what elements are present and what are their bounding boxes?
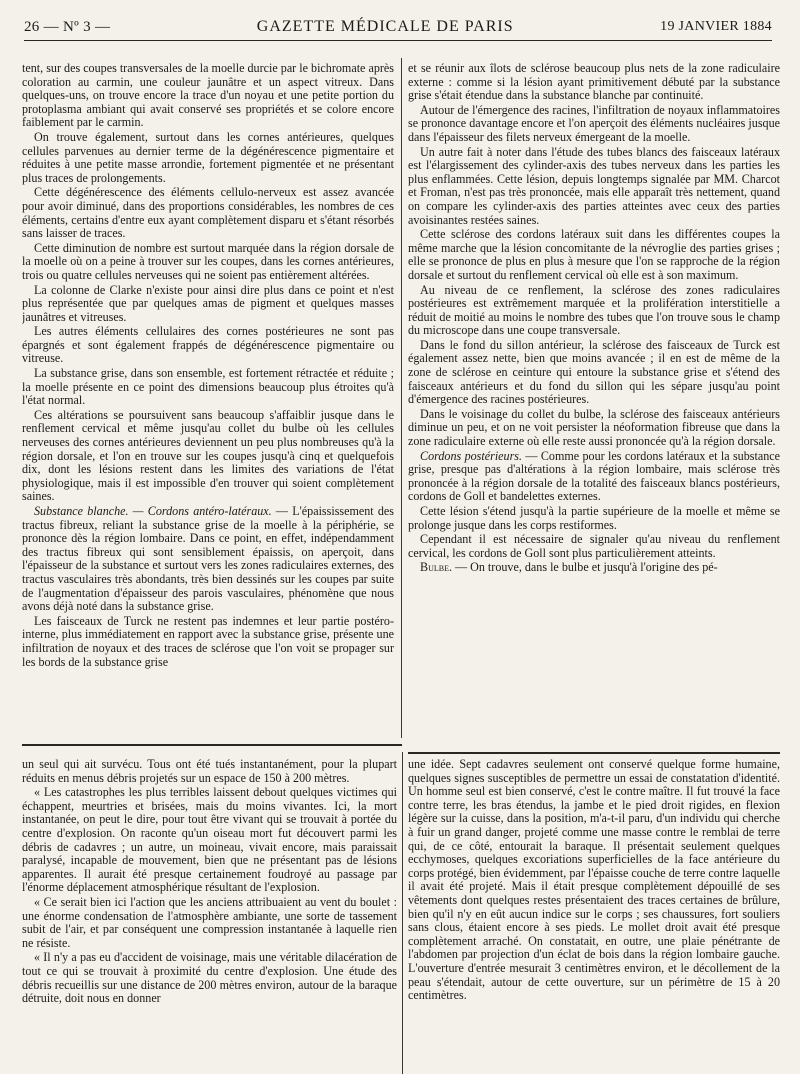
paragraph: La substance grise, dans son ensemble, est fortement rétractée et réduite ; la moelle présente en ce point des dimensions beaucoup plus étroites qu'à l'état normal. <box>22 366 394 408</box>
paragraph: Au niveau de ce renflement, la sclérose des zones radiculaires postérieures est extrêmement marquée et la prolifération interstitielle a réduit de moitié au moins le nombre des tubes que l'on trouve sous le champ du microscope dans une coupe transversale. <box>408 282 780 338</box>
paragraph: un seul qui ait survécu. Tous ont été tués instantanément, pour la plupart réduits en menus débris projetés sur un espace de 150 à 200 mètres. <box>22 758 397 785</box>
page-header <box>24 14 772 41</box>
paragraph: « Ce serait bien ici l'action que les anciens attribuaient au vent du boulet : une énorme condensation de l'atmosphère ambiante, une sorte de tassement subit de l'air, et par conséquent une compression instantanée à laquelle rien ne résiste. <box>22 894 397 950</box>
paragraph: Cette lésion s'étend jusqu'à la partie supérieure de la moelle et même se prolonge jusque dans les corps restiformes. <box>408 504 780 532</box>
feuilleton-column-left <box>22 758 397 1074</box>
feuilleton-column-right <box>408 758 780 1074</box>
article-column-top-right <box>408 62 780 752</box>
section-heading: Substance blanche. — Cordons antéro-latéraux. <box>34 504 272 518</box>
paragraph: La colonne de Clarke n'existe pour ainsi dire plus dans ce point et n'est plus représentée que par quelques amas de pigment et quelques masses jaunâtres et vitreuses. <box>22 282 394 324</box>
section-heading: Cordons postérieurs. <box>420 448 523 463</box>
paragraph: une idée. Sept cadavres seulement ont conservé quelque forme humaine, quelques signes susceptibles de permettre un essai de constatation d'identité. Un homme seul est bien conservé, c'est le contre maître. Il fut trouvé la face contre terre, les bras étendus, la jambe et le pied droit rigides, en flexion légère sur la cuisse, dans la position, m'a-t-il paru, d'un individu qui cherche à fuir un grand danger, projeté comme une masse contre le remblai de terre qui, de ce côté, entourait la baraque. Il présentait seulement quelques ecchymoses, quelques excoriations superficielles de la face antérieure du corps protégé, bien évidemment, par l'épaisse couche de terre contre laquelle il avait été projeté. Mais il était presque complètement dépouillé de ses vêtements dont quelques restes présentaient des traces certaines de brûlure, bien qu'il n'y en eût aucun indice sur le corps ; ses chaussures, fort souliers sans clous, étaient encore à ses pieds. Le mollet droit avait été presque complètement arraché. On constatait, en outre, une plaie pénétrante de l'abdomen par projection d'un éclat de bois dans la région lombaire gauche. L'ouverture d'entrée mesurait 3 centimètres environ, et le décollement de la peau s'étendait, autour de cette ouverture, sur un périmètre de 15 à 20 centimètres. <box>408 758 780 1003</box>
paragraph: Cette diminution de nombre est surtout marquée dans la région dorsale de la moelle où on a peine à trouver sur les coupes, dans les cornes antérieures, trois ou quatre cellules nerveuses qui ne soient pas entièrement altérées. <box>22 240 394 282</box>
paragraph-text: — Comme pour les cordons latéraux et la substance grise, presque pas d'altérations à la région lombaire, mais sclérose très prononcée à la région dorsale de la totalité des faisceaux blancs postérieurs, cordons de Goll et bandelettes externes. <box>408 448 780 504</box>
paragraph: tent, sur des coupes transversales de la moelle durcie par le bichromate après coloration au carmin, une couleur jaunâtre et un aspect vitreux. Dans quelques-uns, on trouve encore la trace d'un noyau et une petite portion du protoplasma ambiant qui avait conservé ses propriétés et se colore encore faiblement par le carmin. <box>22 62 394 130</box>
paragraph-section <box>408 450 780 504</box>
paragraph: Autour de l'émergence des racines, l'infiltration de noyaux inflammatoires se prononce davantage encore et l'on aperçoit des éléments nucléaires jusque dans l'épaisseur des filets nerveux émergeant de la moelle. <box>408 102 780 144</box>
paragraph: Les autres éléments cellulaires des cornes postérieures ne sont pas épargnés et sont également frappés de dégénérescence pigmentaire ou vitreuse. <box>22 324 394 366</box>
paragraph: Les faisceaux de Turck ne restent pas indemnes et leur partie postéro-interne, plus immédiatement en rapport avec la substance grise, présente une infiltration de noyaux et des traces de sclérose que l'on voit se propager sur les bords de la substance grise <box>22 613 394 669</box>
paragraph: Ces altérations se poursuivent sans beaucoup s'affaiblir jusque dans le renflement cervical et même jusqu'au collet du bulbe où les cellules nerveuses des cornes antérieures deviennent un peu plus nombreuses qu'à la région dorsale, et l'on en trouve sur les coupes jusqu'à cinq et quelquefois dix, dont les lésions restent dans les limites des variations de l'état physiologique, mais il est impossible d'en trouver qui soient complètement saines. <box>22 407 394 504</box>
journal-title: GAZETTE MÉDICALE DE PARIS <box>256 18 514 35</box>
paragraph-section <box>408 561 780 575</box>
paragraph: Cette dégénérescence des éléments cellulo-nerveux est assez avancée pour avoir diminué, dans des proportions considérables, les nombres de ces éléments, certains d'entre eux ayant complètement disparu et s'étant résorbés sans laisser de traces. <box>22 185 394 241</box>
paragraph: Cependant il est nécessaire de signaler qu'au niveau du renflement cervical, les cordons de Goll sont plus particulièrement atteints. <box>408 532 780 560</box>
column-divider <box>402 752 403 1074</box>
paragraph: Dans le voisinage du collet du bulbe, la sclérose des faisceaux antérieurs diminue un peu, et on ne voit persister la néoformation fibreuse que dans la zone radiculaire externe où elle reste aussi prononcée qu'à la région dorsale. <box>408 406 780 449</box>
paragraph: « Les catastrophes les plus terribles laissent debout quelques victimes qui échappent, meurtries et brisées, mais du moins vivantes. Ici, la mort instantanée, on peut le dire, pour tout être vivant qui se trouvait à portée du centre d'explosion. On raconte qu'un oiseau mort fut découvert parmi les débris de cadavres ; un autre, un moineau, vivait encore, mais paraissait paralysé, incapable de mouvement, bien que ne présentant pas de lésions apparentes. Il aurait été presque certainement foudroyé au passage par l'énorme déplacement atmosphérique résultant de l'explosion. <box>22 785 397 895</box>
paragraph: Dans le fond du sillon antérieur, la sclérose des faisceaux de Turck est également assez nette, bien que moins avancée ; il en est de même de la zone de sclérose en ceinture qui entoure la substance grise et s'étend des faisceaux antérieurs et du fond du sillon qui les sépare jusqu'au point d'émergence des racines postérieures. <box>408 337 780 407</box>
paragraph-text: — L'épaississement des tractus fibreux, reliant la substance grise de la moelle à la périphérie, se prononce dès la région lombaire. Dans ce point, en effet, indépendamment des tractus fibreux qui sont sensiblement épaissis, on aperçoit, dans l'épaisseur de la substance et surtout vers les zones radiculaires externes, des tractus vasculaires très abondants, très bien dessinés sur les coupes par suite de l'augmentation d'épaisseur des parois vasculaires, phénomène que nous avons déjà noté dans la substance grise. <box>22 504 394 614</box>
column-divider <box>401 58 402 738</box>
paragraph: On trouve également, surtout dans les cornes antérieures, quelques cellules parvenues au dernier terme de la dégénérescence pigmentaire et réduites à une petite masse arrondie, fortement pigmentée et ne présentant plus traces de prolongements. <box>22 129 394 185</box>
paragraph: et se réunir aux îlots de sclérose beaucoup plus nets de la zone radiculaire externe : comme si la lésion ayant primitivement débuté par la substance grise s'était étendue dans la substance blanche par continuité. <box>408 62 780 103</box>
section-divider-left <box>22 744 402 746</box>
section-divider-right <box>408 752 780 754</box>
paragraph: « Il n'y a pas eu d'accident de voisinage, mais une véritable dilacération de tout ce qui se trouvait à proximité du centre d'explosion. Une étude des débris recueillis sur une distance de 200 mètres environ, autour de la baraque détruite, doit nous en donner <box>22 950 397 1006</box>
paragraph: Cette sclérose des cordons latéraux suit dans les différentes coupes la même marche que la lésion concomitante de la névroglie des parties grises ; elle se prononce de plus en plus à mesure que l'on se rapproche de la région dorsale et surtout du renflement cervical où elle est à son maximum. <box>408 227 780 282</box>
page-number: 26 — Nº 3 — <box>24 18 111 35</box>
paragraph: Un autre fait à noter dans l'étude des tubes blancs des faisceaux latéraux est l'élargissement des cylinder-axis des tubes nerveux dans les parties les plus enflammées. Cette lésion, depuis longtemps signalée par MM. Charcot et Froman, n'est pas très prononcée, mais elle apparaît très nettement, quand on compare les cylinder-axis des parties atteintes avec ceux des parties avoisinantes restées saines. <box>408 144 780 227</box>
paragraph-section <box>22 505 394 614</box>
paragraph-text: — On trouve, dans le bulbe et jusqu'à l'origine des pé- <box>451 560 718 575</box>
article-column-top-left <box>22 62 394 738</box>
section-heading: Bulbe. <box>420 560 452 575</box>
issue-date: 19 JANVIER 1884 <box>660 19 772 34</box>
